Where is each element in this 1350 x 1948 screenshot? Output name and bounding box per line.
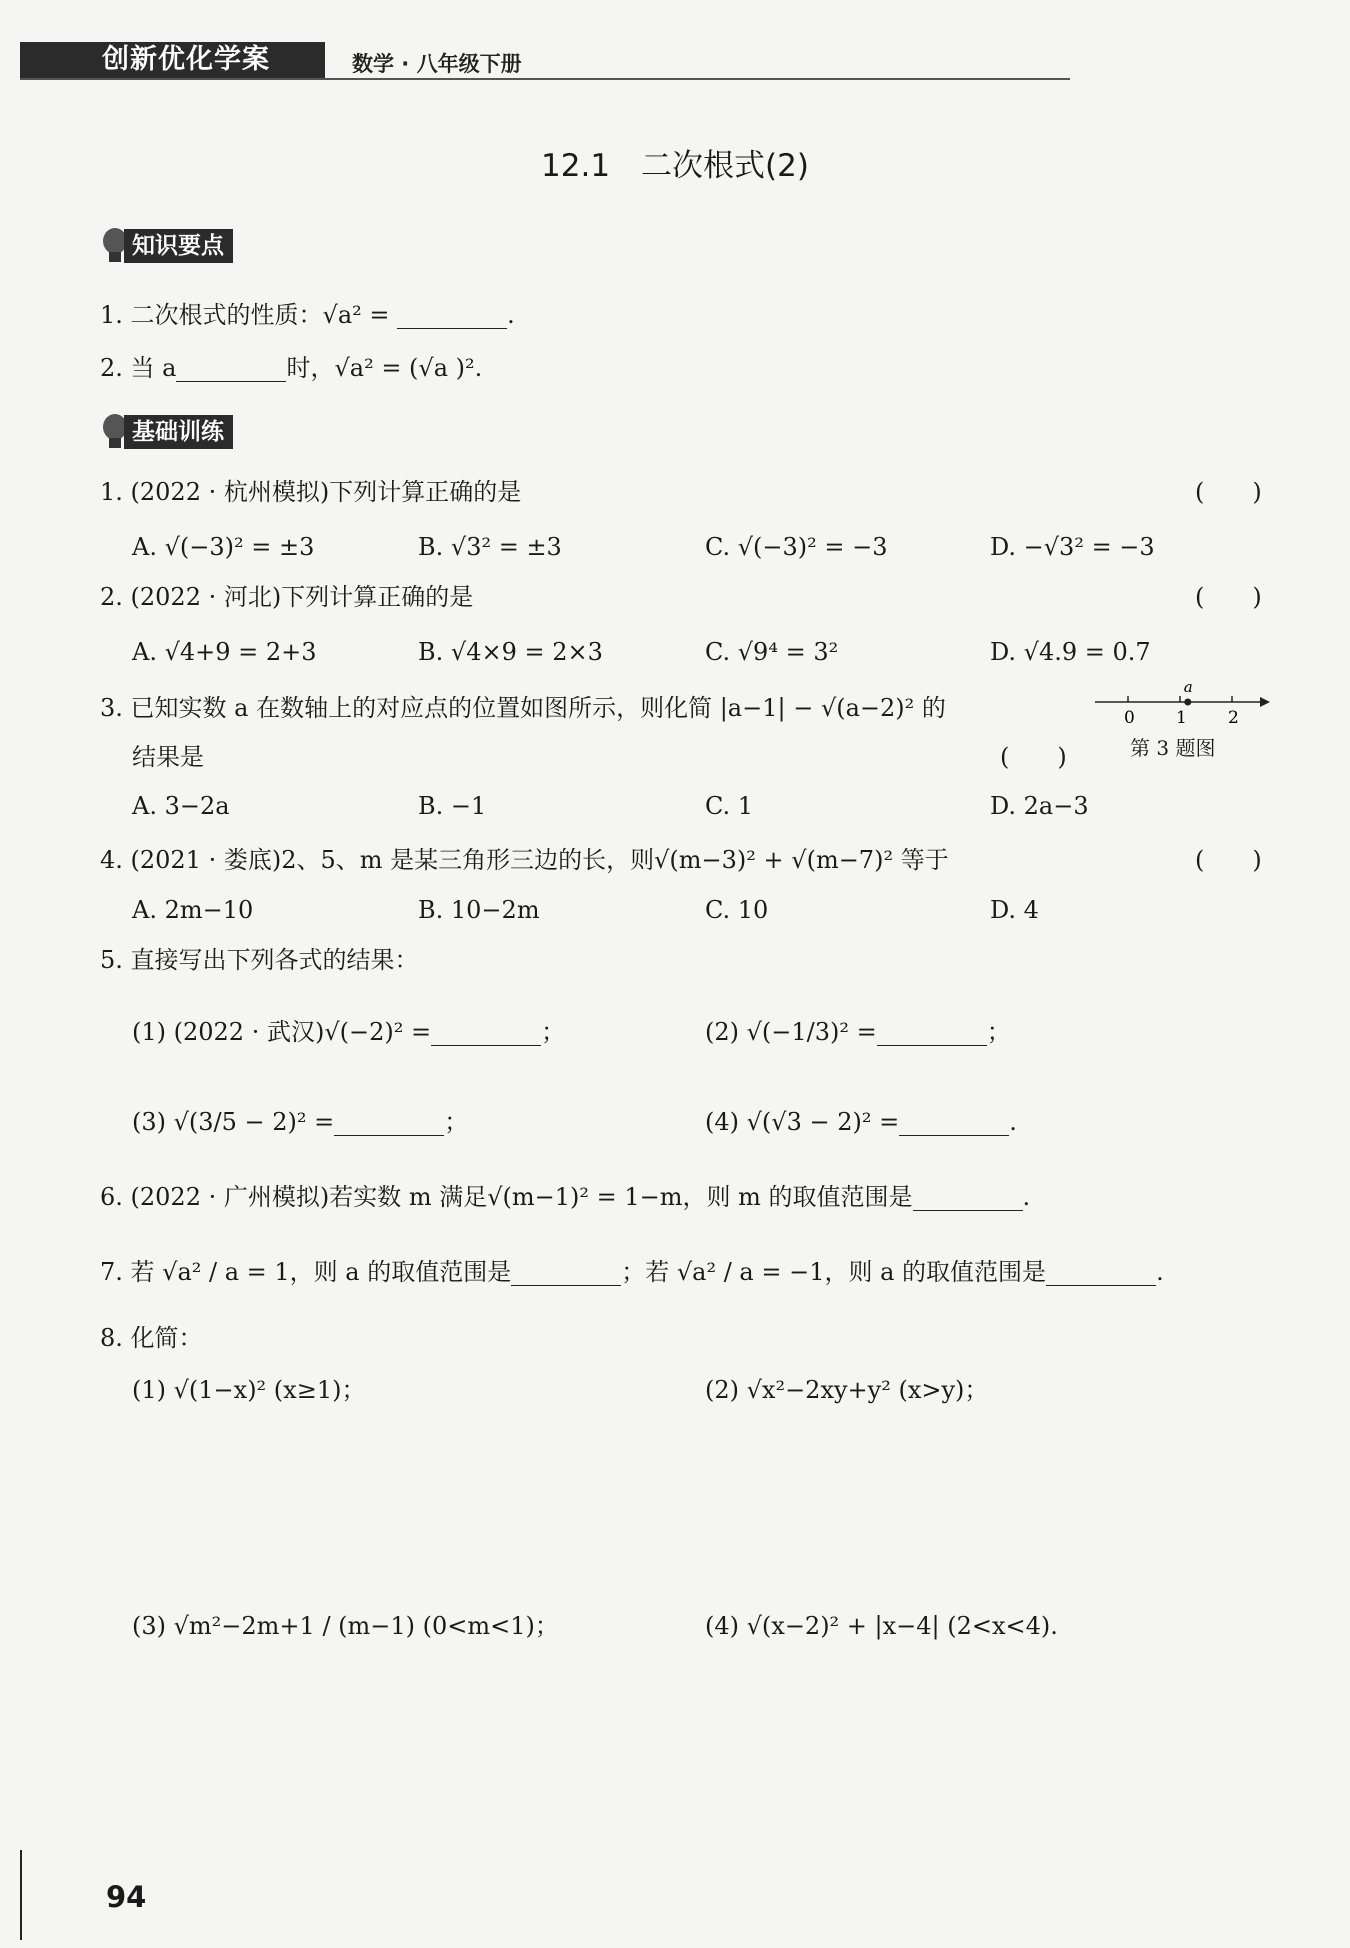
question-8-part-2: (2) √x²−2xy+y² (x>y)； [705,1376,989,1404]
question-3-stem-2: 结果是 [132,743,204,771]
section-basic-heading [100,412,233,452]
option-d: D. √4.9 = 0.7 [990,638,1151,666]
section-knowledge-heading [100,226,233,266]
number-line-figure [1090,682,1275,732]
answer-blank[interactable] [397,300,507,329]
question-7: 7. 若 √a² / a = 1，则 a 的取值范围是 ；若 √a² / a = −1，则 a 的取值范围是 . [100,1258,1164,1286]
question-8-part-1: (1) √(1−x)² (x≥1)； [132,1376,366,1404]
answer-blank[interactable] [1046,1257,1156,1286]
knowledge-point-2: 2. 当 a 时，√a² = (√a )². [100,354,483,382]
option-a: A. √4+9 = 2+3 [132,638,317,666]
answer-paren[interactable]: ( ) [1000,743,1067,771]
figure-caption: 第 3 题图 [1130,736,1216,760]
page-title: 12.1 二次根式(2) [541,148,809,184]
point-a [1184,699,1191,706]
arrow-icon [1260,697,1270,707]
option-c: C. 10 [705,896,769,924]
answer-blank[interactable] [431,1017,541,1046]
option-b: B. √4×9 = 2×3 [418,638,603,666]
option-a: A. 2m−10 [132,896,254,924]
tick-label-2: 2 [1228,708,1239,728]
question-2-stem: 2. (2022 · 河北)下列计算正确的是 [100,583,474,611]
section-basic-label: 基础训练 [124,415,233,449]
question-5-part-4: (4) √(√3 − 2)² = . [705,1108,1017,1136]
question-3-stem: 3. 已知实数 a 在数轴上的对应点的位置如图所示，则化简 |a−1| − √(a−2)² 的 [100,694,946,722]
question-4-stem: 4. (2021 · 娄底)2、5、m 是某三角形三边的长，则√(m−3)² + √(m−7)² 等于 [100,846,949,874]
question-5-part-3: (3) √(3/5 − 2)² = ； [132,1108,469,1136]
answer-blank[interactable] [913,1182,1023,1211]
tick-label-0: 0 [1124,708,1135,728]
answer-blank[interactable] [176,353,286,382]
answer-paren[interactable]: ( ) [1195,583,1262,611]
header-subject: 数学 · 八年级下册 [352,52,522,76]
option-d: D. −√3² = −3 [990,533,1155,561]
option-b: B. −1 [418,792,487,820]
question-5-stem: 5. 直接写出下列各式的结果： [100,946,419,974]
question-5-part-1: (1) (2022 · 武汉)√(−2)² = ； [132,1018,566,1046]
option-c: C. 1 [705,792,754,820]
option-d: D. 2a−3 [990,792,1089,820]
answer-blank[interactable] [511,1257,621,1286]
question-5-part-2: (2) √(−1/3)² = ； [705,1018,1011,1046]
page-edge-line [20,1850,22,1940]
answer-paren[interactable]: ( ) [1195,846,1262,874]
header-brand: 创新优化学案 [102,44,270,75]
knowledge-point-1: 1. 二次根式的性质：√a² = . [100,301,515,329]
option-d: D. 4 [990,896,1039,924]
page-number: 94 [106,1880,147,1914]
option-a: A. √(−3)² = ±3 [132,533,315,561]
answer-blank[interactable] [334,1107,444,1136]
answer-blank[interactable] [877,1017,987,1046]
option-b: B. √3² = ±3 [418,533,562,561]
question-8-part-3: (3) √m²−2m+1 / (m−1) (0<m<1)； [132,1612,559,1640]
header-rule [20,78,1070,80]
option-c: C. √(−3)² = −3 [705,533,888,561]
option-a: A. 3−2a [132,792,230,820]
point-a-label: a [1183,682,1193,696]
tick-label-1: 1 [1176,708,1187,728]
answer-paren[interactable]: ( ) [1195,478,1262,506]
question-1-stem: 1. (2022 · 杭州模拟)下列计算正确的是 [100,478,522,506]
answer-blank[interactable] [899,1107,1009,1136]
question-8-stem: 8. 化简： [100,1324,203,1352]
question-6: 6. (2022 · 广州模拟)若实数 m 满足√(m−1)² = 1−m，则 m 的取值范围是 . [100,1183,1031,1211]
section-knowledge-label: 知识要点 [124,229,233,263]
question-8-part-4: (4) √(x−2)² + |x−4| (2<x<4). [705,1612,1058,1640]
option-b: B. 10−2m [418,896,540,924]
option-c: C. √9⁴ = 3² [705,638,839,666]
